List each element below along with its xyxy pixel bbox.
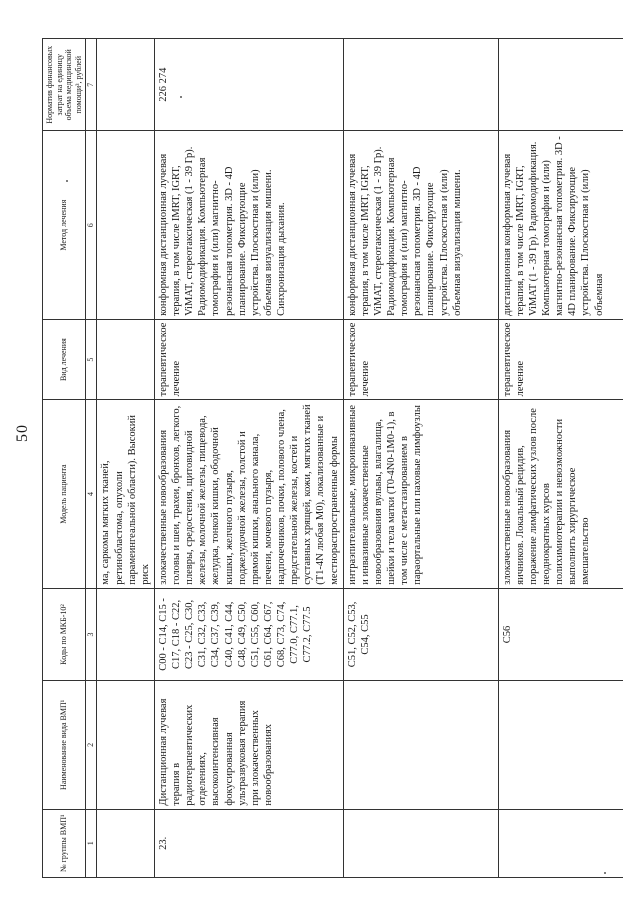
cell-codes [97,588,155,680]
header-treatment-type: Вид лечения [43,319,86,399]
cell-cost [498,39,623,131]
scan-speck [66,180,68,182]
cell-codes: C00 - C14, C15 - C17, C18 - C22, C23 - C25, C30, C31, C32, C33, C34, C37, C39, C40, C41, C44, C48, C49, C50, C51, C55, C60, C61, C64, C67, C68, C73, C74, C77.0, C77.1, C77.2, C77.5 [154,588,343,680]
cell-cost [97,39,155,131]
cell-name [343,681,498,809]
scan-speck [604,872,606,874]
cell-group [97,809,155,877]
header-icd-codes: Коды по МКБ-10² [43,588,86,680]
column-number: 5 [86,319,97,399]
column-number: 2 [86,681,97,809]
column-number: 1 [86,809,97,877]
cell-model: ма, саркомы мягких тканей, ретинобластома, опухоли парамеингеальной области). Высокий риск [97,400,155,588]
column-number: 7 [86,39,97,131]
cell-cost: 226 274 [154,39,343,131]
cell-model: интраэпителиальные, микроинвазивные и инвазивные злокачественные новообразования вульвы, влагалища, шейки и тела матки (T0-4N0-1M0-1), в том числе с метастазированием в параортальные или паховые лимфоузлы [343,400,498,588]
column-number: 6 [86,131,97,319]
table-header-row [43,39,86,878]
table-row [498,39,623,878]
cell-method: дистанционная конформная лучевая терапия, в том числе IMRT, IGRT, ViMAT (1 - 39 Гр). Радиомодификация. Компьютерная томография и (или) магнитно-резонансная топометрия. 3D - 4D планирование. Фиксирующие устройства. Плоскостная и (или) объемная [498,131,623,319]
column-number: 3 [86,588,97,680]
cell-name [97,681,155,809]
cell-treatment [97,319,155,399]
cell-model: злокачественные новообразования яичников. Локальный рецидив, поражение лимфатических узлов после неоднократных курсов полихимиотерапии и невозможности выполнить хирургическое вмешательство [498,400,623,588]
cell-group: 23. [154,809,343,877]
column-number-row [86,39,97,878]
cell-treatment: терапевтическое лечение [498,319,623,399]
table-row [97,39,155,878]
cell-group [343,809,498,877]
column-number: 4 [86,400,97,588]
cell-name [498,681,623,809]
cell-treatment: терапевтическое лечение [154,319,343,399]
document-sheet [42,38,620,878]
cell-cost [343,39,498,131]
header-group-number: № группы ВМП¹ [43,809,86,877]
cell-method [97,131,155,319]
cell-name: Дистанционная лучевая терапия в радиотерапевтических отделениях, высокоинтенсивная фокусированная ультразвуковая терапия при злокачественных новообразованиях [154,681,343,809]
cell-method: конформная дистанционная лучевая терапия, в том числе IMRT, IGRT, ViMAT, стереотаксическая (1 - 39 Гр). Радиомодификация. Компьютерная томография и (или) магнитно-резонансная топометрия. 3D - 4D планирование. Фиксирующие устройства. Плоскостная и (или) объемная визуализация мишени. [343,131,498,319]
header-treatment-method: Метод лечения [43,131,86,319]
vmp-table [42,38,623,878]
cell-model: злокачественные новообразования головы и шеи, трахеи, бронхов, легкого, плевры, средостения, щитовидной железы, молочной железы, пищевода, желудка, тонкой кишки, ободочной кишки, желчного пузыря, поджелудочной железы, толстой и прямой кишки, анального канала, печени, мочевого пузыря, надпочечников, почки, полового члена, предстательной железы, костей и суставных хрящей, кожи, мягких тканей (T1-4N любая M0), локализованные и местнораспространенные формы [154,400,343,588]
table-row [154,39,343,878]
header-patient-model: Модель пациента [43,400,86,588]
header-cost-norm: Норматив финансовых затрат на единицу объема медицинской помощи³, рублей [43,39,86,131]
scan-speck [180,96,182,98]
cell-treatment: терапевтическое лечение [343,319,498,399]
cell-method: конформная дистанционная лучевая терапия, в том числе IMRT, IGRT, ViMAT, стереотаксическая (1 - 39 Гр). Радиомодификация. Компьютерная томография и (или) магнитно-резонансная топометрия. 3D - 4D планирование. Фиксирующие устройства. Плоскостная и (или) объемная визуализация мишени. Синхронизация дыхания. [154,131,343,319]
cell-codes: C56 [498,588,623,680]
table-row [343,39,498,878]
cell-group [498,809,623,877]
page-number: 50 [14,424,31,442]
cell-codes: C51, C52, C53, C54, C55 [343,588,498,680]
header-vmp-name: Наименование вида ВМП¹ [43,681,86,809]
